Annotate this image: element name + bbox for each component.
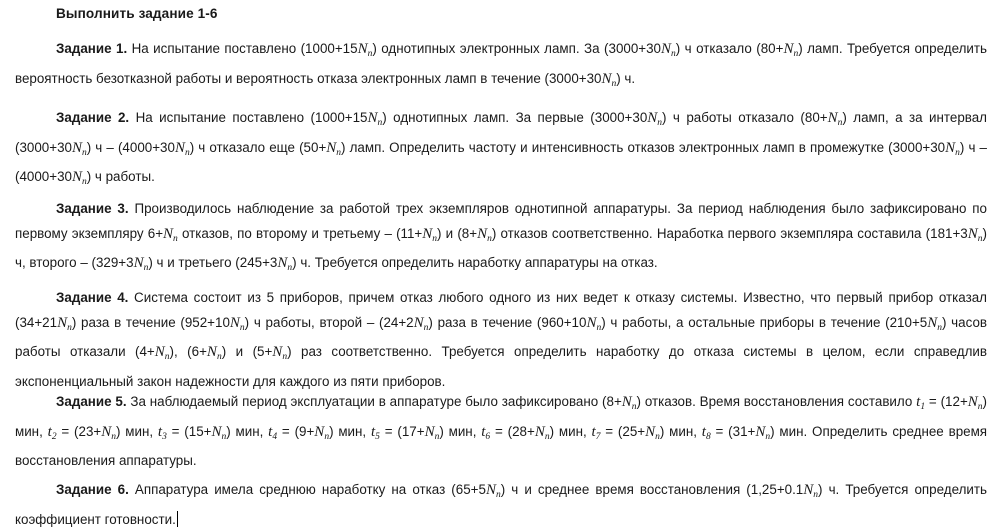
variable-n: $N_n$ [314,423,330,442]
task-2: Задание 2. На испытание поставлено $(1000+15N_n)$ однотипных ламп. За первые $(3000+30N_n)$ ч работы отказало $(80+N_n)$ ламп, а за интервал $(3000+30N_n)$ $ч - (4000+30N_n)$ ч отказало еще $(50+N_n)$ ламп. Определить частоту и интенсивность отказов электронных ламп в промежутке $(3000+30N_n)$ $ч - (4000+30N_n)$ ч работы. [15,110,987,187]
variable-n: $N_n$ [967,225,983,244]
variable-n: $N_n$ [367,110,383,128]
variable-n: $N_n$ [803,482,819,500]
variable-n: $N_n$ [57,314,72,333]
time-variable: $t_3$ [157,423,167,442]
task-6: Задание 6. Аппаратура имела среднюю наработку на отказ $(65+5N_n)$ ч и среднее время восстановления $(1,25+0.1N_n)$ ч. Требуется определить коэффициент готовности. [15,482,987,527]
task-label: Задание 1. [56,41,128,56]
time-variable: $t_1$ [916,394,926,412]
variable-n: $N_n$ [326,139,342,158]
variable-n: $N_n$ [154,344,170,362]
variable-n: $N_n$ [206,344,222,362]
variable-n: $N_n$ [71,139,87,158]
variable-n: $N_n$ [277,255,293,273]
time-variable: $t_6$ [481,423,491,442]
task-label: Задание 2. [56,110,130,125]
variable-n: $N_n$ [413,314,429,333]
task-label: Задание 5. [56,394,127,409]
time-variable: $t_8$ [701,423,711,442]
variable-n: $N_n$ [755,423,771,442]
variable-n: $N_n$ [945,139,960,158]
variable-n: $N_n$ [827,110,843,128]
variable-n: $N_n$ [967,394,983,412]
variable-n: $N_n$ [133,255,149,273]
variable-n: $N_n$ [783,41,799,59]
variable-n: $N_n$ [647,110,663,128]
variable-n: $N_n$ [601,70,617,89]
task-4: Задание 4. Система состоит из 5 приборов, причем отказ любого одного из них ведет к отказу системы. Известно, что первый прибор отказал $(34+21N_n)$ раза в течение $(952+10N_n)$ ч работы, второй – $(24+2N_n)$ раза в течение $(960+10N_n)$ ч работы, а остальные приборы в течение $(210+5N_n)$ часов работы отказали $(4+N_n)$, $(6+N_n)$ и $(5+N_n)$ раз соответственно. Требуется определить наработку до отказа системы в целом, если справедлив экспоненциальный закон надежности для каждого из пяти приборов. [15,290,988,389]
variable-n: $N_n$ [211,423,227,442]
task-1: Задание 1. На испытание поставлено $(1000+15N_n)$ однотипных электронных ламп. За $(3000+30N_n)$ ч отказало $(80+N_n)$ ламп. Требуется определить вероятность безотказной работы и вероятность отказа электронных ламп в течение $(3000+30N_n)$ ч. [15,41,987,89]
variable-n: $N_n$ [621,394,637,412]
variable-n: $N_n$ [272,344,288,362]
variable-n: $N_n$ [485,482,501,500]
variable-n: $N_n$ [101,423,116,442]
text-cursor [177,511,178,527]
variable-n: $N_n$ [71,169,87,187]
variable-n: $N_n$ [586,314,602,333]
task-label: Задание 6. [56,482,129,497]
page-title: Выполнить задание 1-6 [56,6,218,21]
variable-n: $N_n$ [424,423,440,442]
time-variable: $t_2$ [47,423,57,442]
variable-n: $N_n$ [477,225,492,244]
task-label: Задание 4. [56,290,129,305]
time-variable: $t_7$ [591,423,601,442]
time-variable: $t_4$ [268,423,278,442]
variable-n: $N_n$ [163,225,178,244]
variable-n: $N_n$ [661,41,676,59]
variable-n: $N_n$ [357,41,373,59]
task-3: Задание 3. Производилось наблюдение за работой трех экземпляров однотипной аппаратуры. За период наблюдения было зафиксировано по первому экземпляру $6+N_n$ отказов, по второму и третьему – $(11+N_n)$ и $(8+N_n)$ отказов соответственно. Наработка первого экземпляра составила $(181+3N_n)$ ч, второго – $(329+3N_n)$ ч и третьего $(245+3N_n)$ ч. Требуется определить наработку аппаратуры на отказ. [15,201,987,273]
time-variable: $t_5$ [370,423,380,442]
task-label: Задание 3. [56,201,129,216]
variable-n: $N_n$ [534,423,550,442]
variable-n: $N_n$ [174,139,190,158]
task-5: Задание 5. За наблюдаемый период эксплуатации в аппаратуре было зафиксировано $(8+N_n)$ отказов. Время восстановления составило $t_1 = (12+N_n)$ мин, $t_2 = (23+N_n)$ мин, $t_3 = (15+N_n)$ мин, $t_4 = (9+N_n)$ мин, $t_5 = (17+N_n)$ мин, $t_6 = (28+N_n)$ мин, $t_7 = (25+N_n)$ мин, $t_8 = (31+N_n)$ мин. Определить среднее время восстановления аппаратуры. [15,394,988,468]
variable-n: $N_n$ [927,314,942,333]
variable-n: $N_n$ [229,314,245,333]
variable-n: $N_n$ [645,423,660,442]
variable-n: $N_n$ [422,225,438,244]
